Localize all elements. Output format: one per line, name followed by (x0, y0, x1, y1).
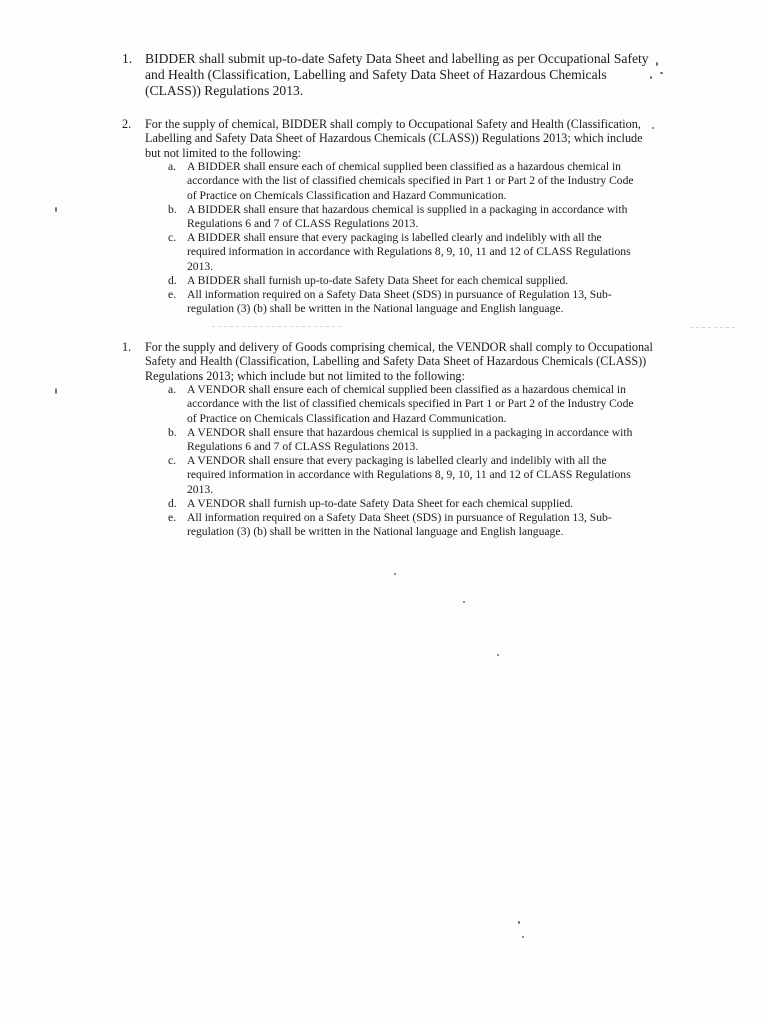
scan-artifact-line (690, 327, 738, 328)
scan-speck (394, 573, 396, 575)
item-text: For the supply and delivery of Goods comprising chemical, the VENDOR shall comply to Occupational Safety and Health (Classification, Labelling and Safety Data Sheet of Hazardous Chemicals (CLASS)) Regulations 2013; which include but not limited to the following: (145, 340, 653, 383)
sub-list (122, 383, 642, 539)
sub-item-letter: e. (168, 511, 177, 525)
sub-item-text: A VENDOR shall furnish up-to-date Safety Data Sheet for each chemical supplied. (187, 496, 574, 510)
item-number: 1. (122, 340, 132, 354)
sub-item-a (168, 160, 642, 203)
sub-item-letter: b. (168, 202, 177, 216)
sub-item-letter: b. (168, 425, 177, 439)
item-text: BIDDER shall submit up-to-date Safety Data Sheet and labelling as per Occupational Safety and Health (Classification, Labelling and Safety Data Sheet of Hazardous Chemicals (CLASS)) Regulations 2013. (145, 51, 649, 98)
scan-speck (463, 601, 465, 603)
item-number: 2. (122, 117, 132, 131)
scan-speck (652, 127, 654, 129)
sub-item-letter: d. (168, 273, 177, 287)
sub-item-text: A BIDDER shall ensure each of chemical supplied been classified as a hazardous chemical in accordance with the list of classified chemicals specified in Part 1 or Part 2 of the Industry Code of Practice on Chemicals Classification and Hazard Communication. (187, 160, 634, 202)
sub-item-d (168, 273, 642, 288)
sub-item-letter: d. (168, 496, 177, 510)
item-text: For the supply of chemical, BIDDER shall comply to Occupational Safety and Health (Classification, Labelling and Safety Data Sheet of Hazardous Chemicals (CLASS)) Regulations 2013; which include but not limited to the following: (145, 117, 643, 160)
requirement-item-1 (122, 51, 662, 99)
sub-item-text: A VENDOR shall ensure that every packaging is labelled clearly and indelibly with all the required information in accordance with Regulations 8, 9, 10, 11 and 12 of CLASS Regulations 2013. (187, 454, 631, 496)
sub-item-text: A BIDDER shall furnish up-to-date Safety Data Sheet for each chemical supplied. (187, 273, 569, 287)
sub-item-b (168, 202, 642, 231)
scan-speck (55, 207, 57, 212)
sub-item-text: All information required on a Safety Data Sheet (SDS) in pursuance of Regulation 13, Sub-regulation (3) (b) shall be written in the National language and English language. (187, 288, 612, 316)
scan-speck (55, 388, 57, 394)
sub-item-a (168, 383, 642, 426)
item-number: 1. (122, 51, 133, 66)
sub-item-c (168, 454, 642, 497)
sub-item-letter: c. (168, 231, 177, 245)
sub-item-e (168, 511, 642, 539)
sub-item-b (168, 425, 642, 454)
sub-item-d (168, 496, 642, 511)
sub-item-letter: a. (168, 383, 177, 397)
sub-item-letter: c. (168, 454, 177, 468)
sub-item-text: A BIDDER shall ensure that hazardous chemical is supplied in a packaging in accordance with Regulations 6 and 7 of CLASS Regulations 2013. (187, 202, 628, 231)
requirement-item-2 (122, 117, 657, 316)
sub-item-text: A VENDOR shall ensure that hazardous chemical is supplied in a packaging in accordance with Regulations 6 and 7 of CLASS Regulations 2013. (187, 425, 633, 454)
scan-speck (522, 936, 524, 938)
sub-item-c (168, 231, 642, 274)
sub-item-letter: a. (168, 160, 177, 174)
scan-speck (656, 62, 658, 66)
requirement-item-3 (122, 340, 657, 539)
sub-item-text: A VENDOR shall ensure each of chemical supplied been classified as a hazardous chemical in accordance with the list of classified chemicals specified in Part 1 or Part 2 of the Industry Code of Practice on Chemicals Classification and Hazard Communication. (187, 383, 634, 425)
scan-speck (660, 72, 663, 74)
scan-artifact-line (212, 326, 342, 327)
sub-item-e (168, 288, 642, 316)
scan-speck (650, 76, 652, 79)
sub-item-text: A BIDDER shall ensure that every packaging is labelled clearly and indelibly with all the required information in accordance with Regulations 8, 9, 10, 11 and 12 of CLASS Regulations 2013. (187, 231, 631, 273)
sub-list (122, 160, 642, 316)
sub-item-letter: e. (168, 288, 177, 302)
scan-speck (497, 654, 499, 656)
sub-item-text: All information required on a Safety Data Sheet (SDS) in pursuance of Regulation 13, Sub-regulation (3) (b) shall be written in the National language and English language. (187, 511, 612, 539)
scan-speck (518, 921, 520, 924)
